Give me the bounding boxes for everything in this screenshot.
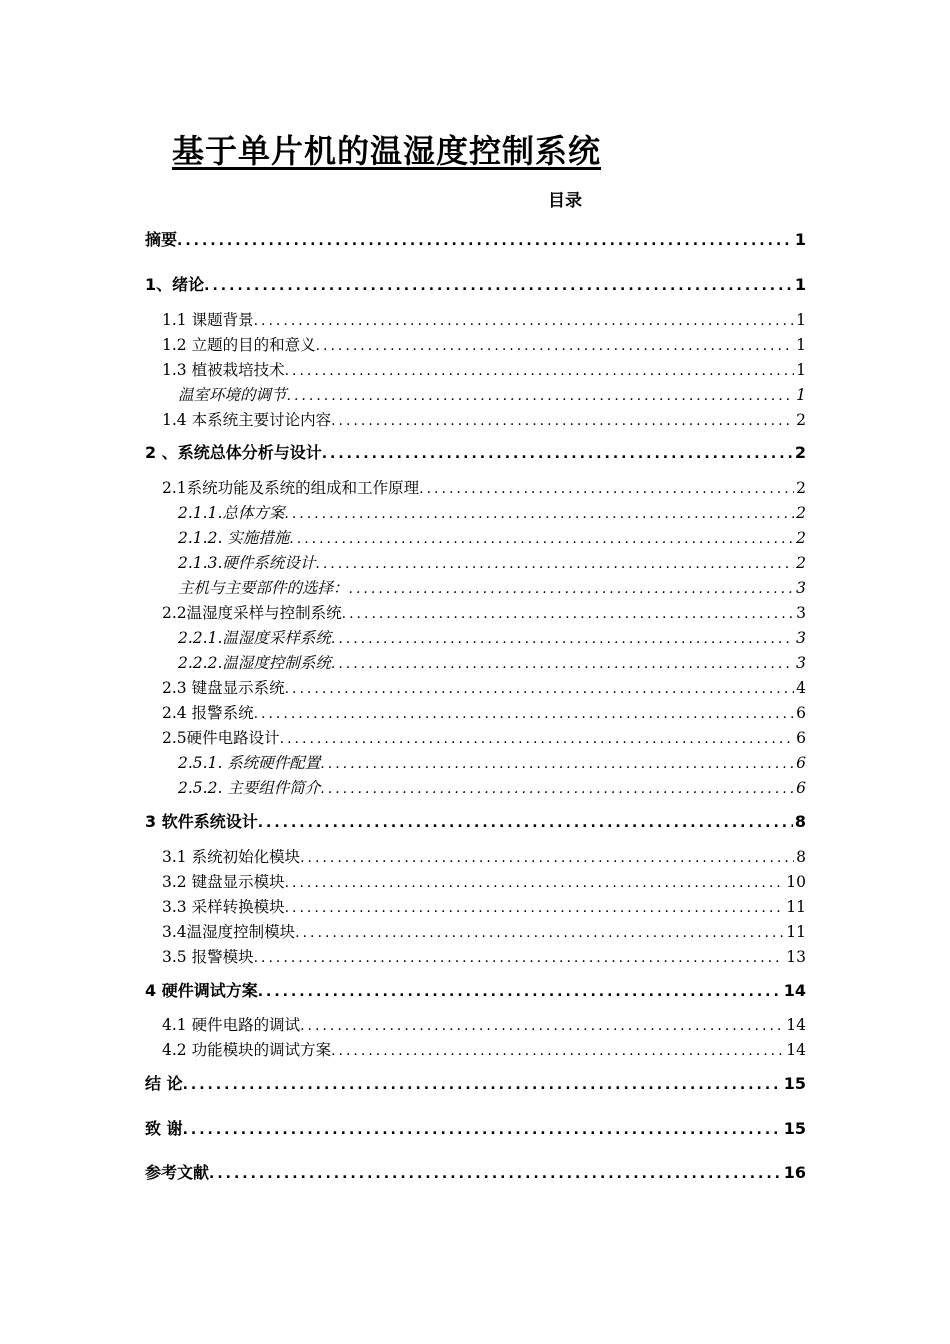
toc-entry-page-number: 1 bbox=[794, 230, 806, 249]
toc-entry-page-number: 8 bbox=[794, 812, 806, 831]
toc-entry[interactable] bbox=[162, 676, 806, 700]
toc-entry[interactable] bbox=[162, 845, 806, 869]
toc-entry[interactable] bbox=[145, 441, 806, 465]
toc-entry-title: 2.2.1.温湿度采样系统 bbox=[178, 629, 331, 647]
toc-entry[interactable] bbox=[178, 501, 806, 525]
toc-entry[interactable] bbox=[178, 626, 806, 650]
toc-entry[interactable] bbox=[162, 895, 806, 919]
toc-entry-page-number: 14 bbox=[786, 1041, 806, 1059]
toc-entry-page-number: 15 bbox=[783, 1074, 806, 1093]
toc-entry-page-number: 1 bbox=[794, 275, 806, 294]
toc-entry-title: 3.2 键盘显示模块 bbox=[162, 873, 285, 891]
toc-entry-title: 2.5.2. 主要组件简介 bbox=[178, 779, 321, 797]
toc-dot-leader bbox=[285, 677, 795, 701]
toc-entry-title: 1.2 立题的目的和意义 bbox=[162, 336, 316, 354]
toc-entry[interactable] bbox=[178, 551, 806, 575]
toc-dot-leader bbox=[258, 811, 793, 835]
toc-entry[interactable] bbox=[145, 228, 806, 252]
toc-entry[interactable] bbox=[145, 979, 806, 1003]
toc-entry-page-number: 16 bbox=[783, 1163, 806, 1182]
toc-entry-title: 3.3 采样转换模块 bbox=[162, 898, 285, 916]
toc-entry-title: 2.2温湿度采样与控制系统 bbox=[162, 604, 342, 622]
toc-dot-leader bbox=[320, 777, 794, 801]
toc-entry-title: 4.2 功能模块的调试方案 bbox=[162, 1041, 332, 1059]
toc-entry[interactable] bbox=[145, 273, 806, 297]
toc-entry-title: 2.4 报警系统 bbox=[162, 704, 254, 722]
toc-dot-leader bbox=[183, 1118, 782, 1142]
document-title: 基于单片机的温湿度控制系统 bbox=[172, 132, 602, 170]
toc-entry[interactable] bbox=[162, 358, 806, 382]
toc-entry-title: 1.3 植被栽培技术 bbox=[162, 361, 285, 379]
toc-dot-leader bbox=[258, 980, 782, 1004]
toc-entry-title: 4 硬件调试方案 bbox=[145, 981, 258, 1000]
toc-dot-leader bbox=[285, 359, 795, 383]
toc-dot-leader bbox=[254, 702, 795, 726]
toc-entry-page-number: 6 bbox=[796, 729, 806, 747]
toc-entry-page-number: 10 bbox=[786, 873, 806, 891]
toc-entry[interactable] bbox=[162, 920, 806, 944]
toc-entry-title: 3.1 系统初始化模块 bbox=[162, 848, 301, 866]
toc-entry-title: 2.1.1.总体方案 bbox=[178, 504, 285, 522]
toc-dot-leader bbox=[183, 1073, 782, 1097]
toc-entry-title: 主机与主要部件的选择： bbox=[178, 579, 349, 597]
toc-entry-page-number: 11 bbox=[786, 898, 806, 916]
toc-entry-page-number: 1 bbox=[796, 361, 806, 379]
toc-entry-title: 1、绪论 bbox=[145, 275, 205, 294]
toc-entry-page-number: 14 bbox=[786, 1016, 806, 1034]
toc-entry-page-number: 14 bbox=[783, 981, 806, 1000]
toc-entry[interactable] bbox=[162, 601, 806, 625]
toc-entry-page-number: 11 bbox=[786, 923, 806, 941]
toc-entry-title: 2.1.2. 实施措施 bbox=[178, 529, 290, 547]
toc-dot-leader bbox=[331, 1039, 784, 1063]
toc-dot-leader bbox=[320, 752, 794, 776]
toc-dot-leader bbox=[295, 921, 784, 945]
toc-dot-leader bbox=[280, 727, 794, 751]
toc-entry-page-number: 6 bbox=[796, 779, 806, 797]
toc-dot-leader bbox=[284, 502, 794, 526]
toc-entry-title: 3.4温湿度控制模块 bbox=[162, 923, 296, 941]
toc-entry-title: 1.4 本系统主要讨论内容 bbox=[162, 411, 332, 429]
toc-entry-page-number: 2 bbox=[796, 529, 806, 547]
toc-entry-page-number: 1 bbox=[796, 311, 806, 329]
toc-entry[interactable] bbox=[162, 308, 806, 332]
toc-entry[interactable] bbox=[162, 1013, 806, 1037]
toc-entry[interactable] bbox=[178, 751, 806, 775]
toc-dot-leader bbox=[322, 442, 793, 466]
toc-entry-page-number: 2 bbox=[796, 504, 806, 522]
toc-entry[interactable] bbox=[162, 870, 806, 894]
toc-entry[interactable] bbox=[162, 476, 806, 500]
toc-entry-page-number: 2 bbox=[796, 479, 806, 497]
toc-entry-title: 摘要 bbox=[145, 230, 178, 249]
toc-entry-title: 2.3 键盘显示系统 bbox=[162, 679, 285, 697]
toc-entry-page-number: 1 bbox=[796, 336, 806, 354]
toc-dot-leader bbox=[316, 334, 795, 358]
toc-dot-leader bbox=[315, 552, 794, 576]
toc-dot-leader bbox=[285, 896, 785, 920]
toc-entry-title: 参考文献 bbox=[145, 1163, 210, 1182]
toc-entry[interactable] bbox=[178, 526, 806, 550]
toc-dot-leader bbox=[331, 409, 794, 433]
toc-entry[interactable] bbox=[145, 810, 806, 834]
toc-dot-leader bbox=[419, 477, 794, 501]
toc-entry-title: 2.1.3.硬件系统设计 bbox=[178, 554, 316, 572]
toc-dot-leader bbox=[349, 577, 795, 601]
toc-entry-title: 温室环境的调节 bbox=[178, 386, 287, 404]
toc-dot-leader bbox=[300, 846, 794, 870]
toc-dot-leader bbox=[177, 229, 793, 253]
toc-entry[interactable] bbox=[162, 726, 806, 750]
toc-entry-title: 1.1 课题背景 bbox=[162, 311, 254, 329]
toc-entry[interactable] bbox=[162, 945, 806, 969]
toc-entry-title: 3.5 报警模块 bbox=[162, 948, 254, 966]
toc-entry-page-number: 6 bbox=[796, 754, 806, 772]
toc-entry-page-number: 2 bbox=[796, 411, 806, 429]
toc-entry[interactable] bbox=[145, 1072, 806, 1096]
toc-entry[interactable] bbox=[162, 408, 806, 432]
toc-entry-title: 2 、系统总体分析与设计 bbox=[145, 443, 322, 462]
toc-entry-page-number: 3 bbox=[796, 579, 806, 597]
toc-entry-title: 2.5硬件电路设计 bbox=[162, 729, 280, 747]
toc-entry-page-number: 3 bbox=[796, 654, 806, 672]
toc-entry-page-number: 2 bbox=[794, 443, 806, 462]
toc-entry-page-number: 8 bbox=[796, 848, 806, 866]
toc-dot-leader bbox=[209, 1162, 782, 1186]
toc-entry[interactable] bbox=[178, 576, 806, 600]
toc-dot-leader bbox=[289, 527, 794, 551]
toc-dot-leader bbox=[285, 871, 785, 895]
toc-dot-leader bbox=[342, 602, 794, 626]
toc-heading: 目录 bbox=[548, 191, 582, 211]
toc-entry-title: 致 谢 bbox=[145, 1119, 183, 1138]
toc-entry[interactable] bbox=[178, 383, 806, 407]
toc-entry-title: 3 软件系统设计 bbox=[145, 812, 258, 831]
toc-entry[interactable] bbox=[145, 1161, 806, 1185]
toc-entry-page-number: 3 bbox=[796, 604, 806, 622]
toc-dot-leader bbox=[300, 1014, 784, 1038]
toc-entry[interactable] bbox=[178, 776, 806, 800]
toc-entry-page-number: 13 bbox=[786, 948, 806, 966]
toc-entry-page-number: 3 bbox=[796, 629, 806, 647]
toc-entry-page-number: 1 bbox=[796, 386, 806, 404]
toc-dot-leader bbox=[254, 309, 795, 333]
toc-entry-title: 2.5.1. 系统硬件配置 bbox=[178, 754, 321, 772]
toc-entry-page-number: 2 bbox=[796, 554, 806, 572]
toc-entry-title: 结 论 bbox=[145, 1074, 183, 1093]
toc-entry-page-number: 15 bbox=[783, 1119, 806, 1138]
toc-dot-leader bbox=[287, 384, 795, 408]
toc-entry-title: 4.1 硬件电路的调试 bbox=[162, 1016, 301, 1034]
toc-entry[interactable] bbox=[178, 651, 806, 675]
toc-dot-leader bbox=[204, 274, 793, 298]
toc-dot-leader bbox=[331, 652, 794, 676]
toc-entry[interactable] bbox=[162, 701, 806, 725]
toc-entry[interactable] bbox=[145, 1117, 806, 1141]
toc-dot-leader bbox=[254, 946, 785, 970]
toc-entry-page-number: 4 bbox=[796, 679, 806, 697]
toc-entry[interactable] bbox=[162, 1038, 806, 1062]
toc-dot-leader bbox=[331, 627, 794, 651]
toc-entry[interactable] bbox=[162, 333, 806, 357]
toc-entry-page-number: 6 bbox=[796, 704, 806, 722]
toc-entry-title: 2.2.2.温湿度控制系统 bbox=[178, 654, 331, 672]
toc-entry-title: 2.1系统功能及系统的组成和工作原理 bbox=[162, 479, 420, 497]
